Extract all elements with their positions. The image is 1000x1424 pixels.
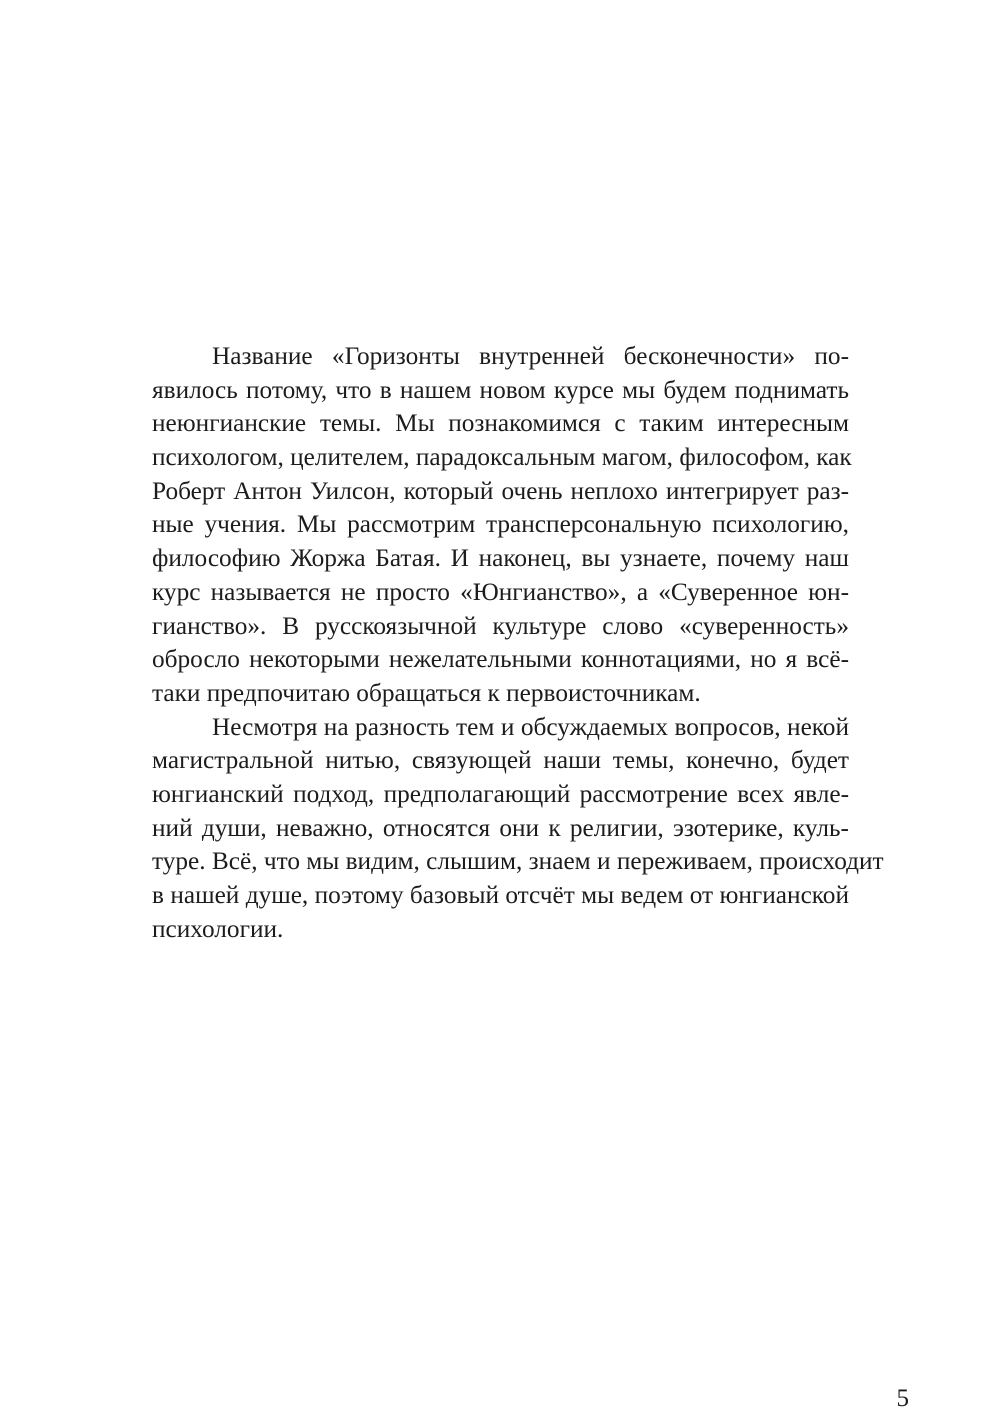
text-line: магистральной нитью, связующей наши темы, конечно, будет	[152, 746, 849, 775]
page-number: 5	[896, 1385, 909, 1412]
text-line: обросло некоторыми нежелательными коннотациями, но я всё-	[152, 645, 849, 674]
text-line: таки предпочитаю обращаться к первоисточникам.	[152, 678, 701, 707]
text-line: Название «Горизонты внутренней бесконечности» по-	[212, 342, 849, 370]
paragraph-1	[152, 340, 852, 711]
text-line: ний души, неважно, относятся они к религии, эзотерике, куль-	[152, 813, 849, 842]
text-line: юнгианский подход, предполагающий рассмотрение всех явле-	[152, 779, 849, 808]
text-line: психологии.	[152, 914, 284, 943]
text-line: курс называется не просто «Юнгианство», а «Суверенное юн-	[152, 577, 849, 606]
text-line: гианство». В русскоязычной культуре слово «суверенность»	[152, 611, 849, 640]
text-line: туре. Всё, что мы видим, слышим, знаем и переживаем, происходит	[152, 847, 884, 876]
text-line: психологом, целителем, парадоксальным магом, философом, как	[152, 443, 852, 472]
text-line: в нашей душе, поэтому базовый отсчёт мы ведем от юнгианской	[152, 881, 849, 909]
body-text	[152, 340, 884, 946]
text-line: явилось потому, что в нашем новом курсе мы будем поднимать	[152, 375, 849, 404]
text-line: Несмотря на разность тем и обсуждаемых вопросов, некой	[212, 712, 849, 741]
text-line: ные учения. Мы рассмотрим трансперсональную психологию,	[152, 510, 849, 539]
text-line: Роберт Антон Уилсон, который очень неплохо интегрирует раз-	[152, 476, 849, 505]
text-line: неюнгианские темы. Мы познакомимся с таким интересным	[152, 409, 849, 438]
paragraph-2	[152, 711, 884, 947]
text-line: философию Жоржа Батая. И наконец, вы узнаете, почему наш	[152, 544, 849, 573]
